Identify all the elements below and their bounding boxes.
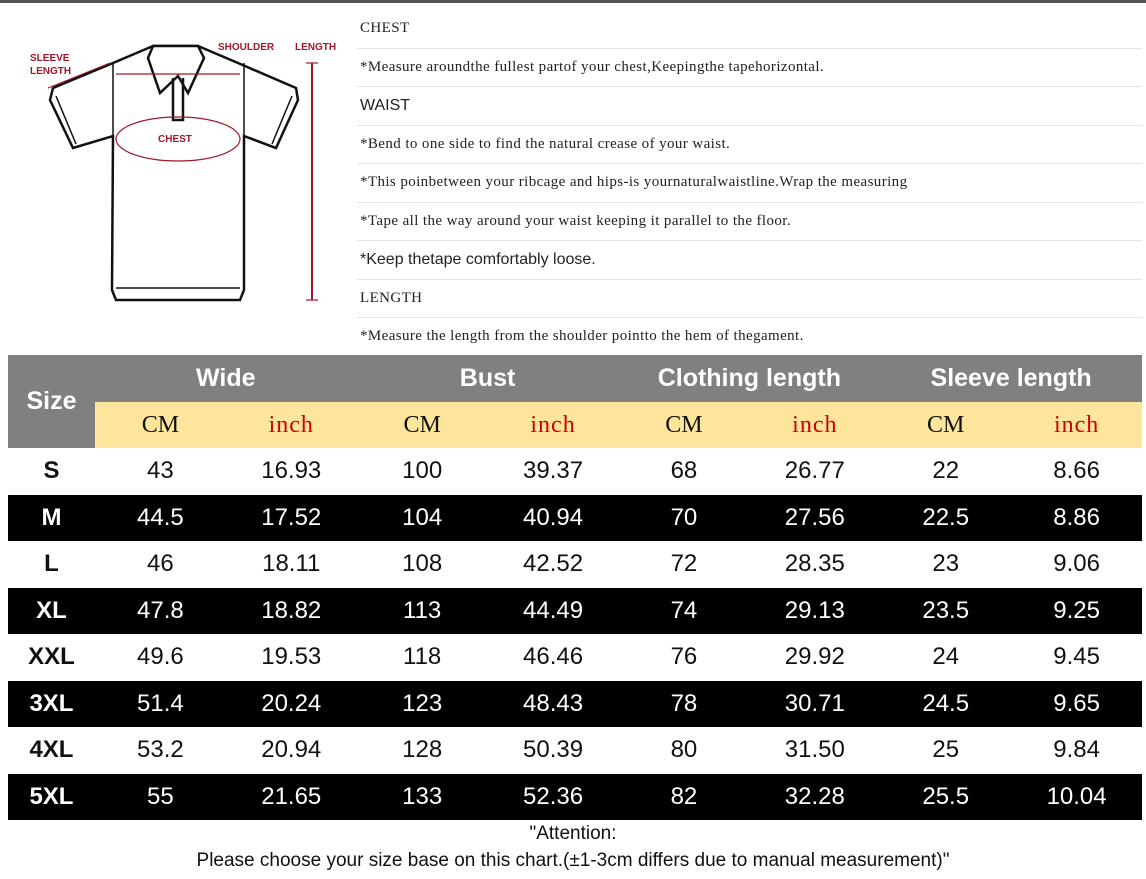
value-cell: 51.4: [137, 689, 184, 717]
attention-note: [0, 820, 1146, 874]
unit-cm: CM: [357, 402, 488, 448]
value-cell: 29.13: [784, 596, 845, 624]
sleeve-length-label: SLEEVE: [30, 53, 70, 64]
value-cell: 23.5: [922, 596, 970, 624]
length-label: LENGTH: [295, 42, 337, 53]
unit-header-row: [8, 402, 1142, 448]
value-cell: 44.49: [523, 596, 584, 624]
value-cell: 25.5: [922, 782, 970, 810]
note-line: *Tape all the way around your waist keeping it parallel to the floor.: [357, 203, 1142, 242]
value-cell: 100: [402, 457, 443, 485]
table-row: [8, 727, 1142, 774]
size-cell: M: [41, 503, 62, 531]
value-cell: 22: [932, 457, 960, 485]
group-bust: Bust: [459, 364, 516, 392]
measurement-notes: [357, 10, 1142, 357]
value-cell: 9.84: [1053, 736, 1100, 764]
value-cell: 46: [147, 550, 174, 578]
size-cell: L: [44, 550, 59, 578]
unit-inch: inch: [226, 402, 357, 448]
top-border: [0, 0, 1146, 3]
value-cell: 31.50: [784, 736, 845, 764]
note-line: *Measure aroundthe fullest partof your chest,Keepingthe tapehorizontal.: [357, 49, 1142, 88]
value-cell: 20.24: [261, 689, 322, 717]
size-cell: S: [43, 457, 60, 485]
note-line: *Bend to one side to find the natural crease of your waist.: [357, 126, 1142, 165]
value-cell: 48.43: [523, 689, 584, 717]
value-cell: 30.71: [784, 689, 845, 717]
value-cell: 80: [670, 736, 698, 764]
unit-cm: CM: [95, 402, 226, 448]
value-cell: 17.52: [261, 503, 322, 531]
table-row: [8, 541, 1142, 588]
shirt-diagram: [8, 8, 353, 353]
table-row: [8, 495, 1142, 542]
value-cell: 68: [670, 457, 698, 485]
value-cell: 118: [403, 643, 442, 671]
value-cell: 8.66: [1053, 457, 1100, 485]
value-cell: 40.94: [523, 503, 584, 531]
value-cell: 55: [147, 782, 174, 810]
size-cell: 4XL: [29, 736, 74, 764]
value-cell: 108: [402, 550, 443, 578]
value-cell: 50.39: [523, 736, 584, 764]
group-clothing-length: Clothing length: [657, 364, 841, 392]
value-cell: 43: [147, 457, 174, 485]
value-cell: 46.46: [523, 643, 584, 671]
group-sleeve-length: Sleeve length: [930, 364, 1092, 392]
value-cell: 19.53: [261, 643, 322, 671]
value-cell: 23: [932, 550, 960, 578]
size-cell: 5XL: [29, 782, 74, 810]
value-cell: 78: [670, 689, 698, 717]
group-wide: Wide: [196, 364, 256, 392]
value-cell: 123: [402, 689, 443, 717]
value-cell: 8.86: [1053, 503, 1100, 531]
shoulder-label: SHOULDER: [218, 42, 275, 53]
note-line: *This poinbetween your ribcage and hips-is yournaturalwaistline.Wrap the measuring: [357, 164, 1142, 203]
value-cell: 26.77: [784, 457, 845, 485]
value-cell: 39.37: [523, 457, 584, 485]
note-line: *Keep thetape comfortably loose.: [357, 241, 1142, 280]
value-cell: 27.56: [784, 503, 845, 531]
unit-inch: inch: [488, 402, 619, 448]
group-header-row: [8, 355, 1142, 402]
value-cell: 25: [932, 736, 960, 764]
table-row: [8, 774, 1142, 821]
value-cell: 128: [402, 736, 443, 764]
value-cell: 44.5: [137, 503, 184, 531]
note-line: LENGTH: [357, 280, 1142, 319]
table-row: [8, 448, 1142, 495]
value-cell: 113: [403, 596, 442, 624]
attention-text: Please choose your size base on this chart.(±1-3cm differs due to manual measurement)": [196, 850, 950, 871]
value-cell: 9.25: [1053, 596, 1100, 624]
value-cell: 10.04: [1046, 782, 1107, 810]
value-cell: 49.6: [137, 643, 184, 671]
size-table: [8, 355, 1142, 820]
value-cell: 82: [670, 782, 698, 810]
value-cell: 20.94: [261, 736, 322, 764]
table-row: [8, 588, 1142, 635]
sleeve-length-label-2: LENGTH: [30, 66, 72, 77]
table-row: [8, 634, 1142, 681]
value-cell: 16.93: [261, 457, 322, 485]
value-cell: 70: [670, 503, 698, 531]
note-line: WAIST: [357, 87, 1142, 126]
chest-label: CHEST: [158, 134, 192, 145]
value-cell: 133: [402, 782, 443, 810]
value-cell: 21.65: [261, 782, 322, 810]
size-cell: XL: [36, 596, 67, 624]
value-cell: 72: [670, 550, 698, 578]
value-cell: 74: [670, 596, 698, 624]
value-cell: 18.11: [262, 550, 321, 578]
value-cell: 24.5: [922, 689, 970, 717]
value-cell: 22.5: [922, 503, 970, 531]
unit-cm: CM: [618, 402, 749, 448]
table-row: [8, 681, 1142, 728]
value-cell: 42.52: [523, 550, 584, 578]
attention-title: "Attention:: [529, 823, 617, 844]
value-cell: 9.45: [1053, 643, 1100, 671]
size-header: Size: [8, 355, 95, 448]
value-cell: 24: [932, 643, 960, 671]
value-cell: 32.28: [784, 782, 845, 810]
value-cell: 9.06: [1053, 550, 1100, 578]
note-line: CHEST: [357, 10, 1142, 49]
value-cell: 18.82: [261, 596, 322, 624]
value-cell: 29.92: [784, 643, 845, 671]
value-cell: 53.2: [137, 736, 184, 764]
note-line: *Measure the length from the shoulder pointto the hem of thegament.: [357, 318, 1142, 357]
value-cell: 104: [402, 503, 443, 531]
unit-inch: inch: [749, 402, 880, 448]
size-cell: 3XL: [29, 689, 74, 717]
value-cell: 9.65: [1053, 689, 1100, 717]
value-cell: 47.8: [137, 596, 184, 624]
size-cell: XXL: [28, 643, 75, 671]
value-cell: 28.35: [784, 550, 845, 578]
unit-cm: CM: [880, 402, 1011, 448]
unit-inch: inch: [1011, 402, 1142, 448]
value-cell: 52.36: [523, 782, 584, 810]
value-cell: 76: [670, 643, 698, 671]
